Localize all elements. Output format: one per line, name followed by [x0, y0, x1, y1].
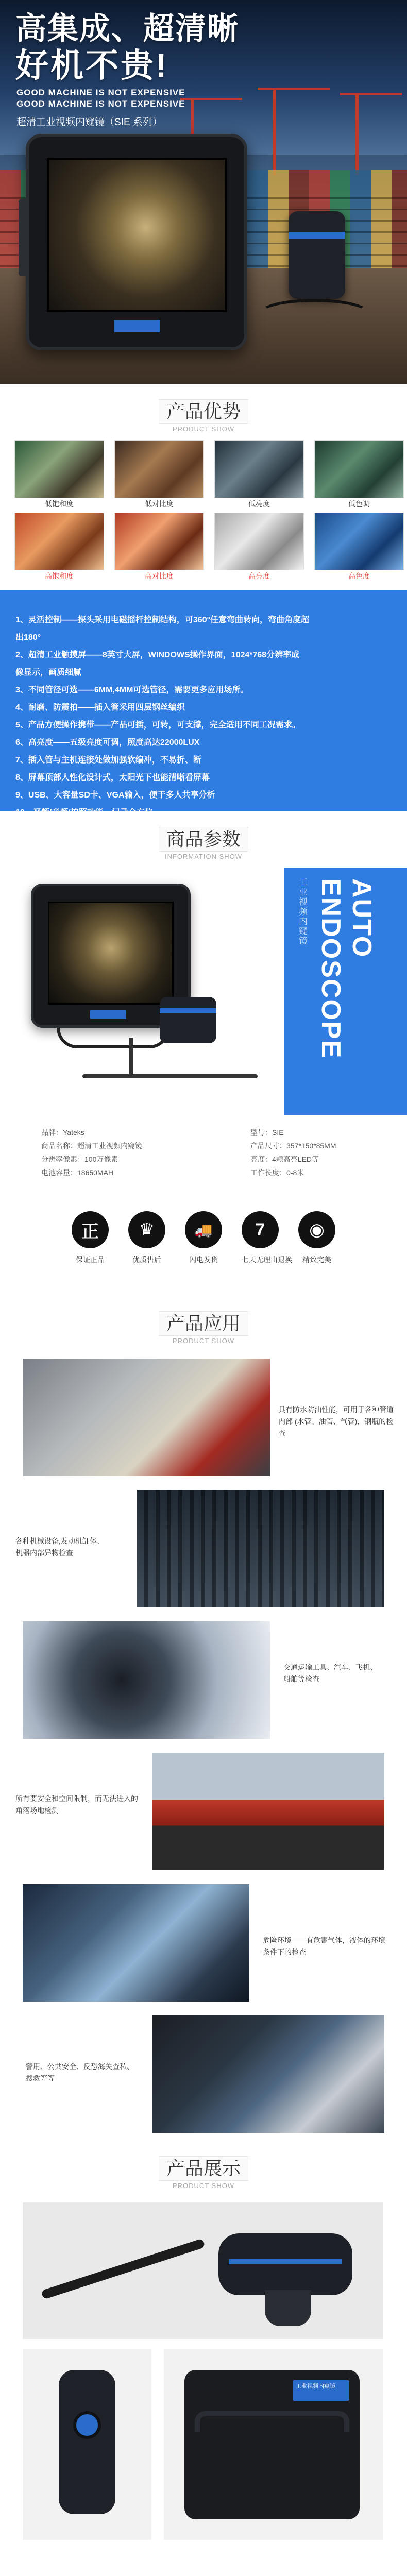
- banner-vertical-en: AUTO ENDOSCOPE: [316, 878, 377, 1059]
- pcb-photo: [14, 440, 104, 498]
- feature-item: 3、不同管径可选——6MM,4MM可选管径，需要更多应用场所。: [15, 686, 249, 694]
- genuine-icon: 正: [72, 1211, 109, 1248]
- application-text: 警用、公共安全、反恐海关查私、搜救等等: [26, 2062, 134, 2082]
- section-header-apps: [0, 1296, 407, 1352]
- spec-key: 分辨率像素：100万像素: [41, 1155, 118, 1163]
- application-list: [0, 1352, 407, 2141]
- contrast-cell: [114, 513, 204, 582]
- service-badge: [72, 1211, 109, 1296]
- police-inspection-photo: [152, 2015, 384, 2133]
- contrast-cell: [214, 513, 304, 582]
- feature-item: 9、USB、大容量SD卡、VGA输入，便于多人共享分析: [15, 791, 215, 800]
- product-showcase: [0, 2202, 407, 2561]
- caption: 低对比度: [145, 500, 174, 508]
- section-title: 商品参数: [159, 827, 248, 852]
- section-header-params: [0, 811, 407, 868]
- feature-item: 7、插入管与主机连接处做加强软编冲，不易折、断: [15, 756, 201, 765]
- section-title: 产品展示: [159, 2156, 248, 2181]
- application-row: [0, 1747, 407, 1878]
- caption: 高色度: [348, 572, 370, 580]
- pcb-photo: [114, 513, 204, 570]
- hero-en-line1: GOOD MACHINE IS NOT EXPENSIVE: [16, 88, 185, 97]
- service-label: 优质售后: [132, 1256, 161, 1264]
- seven-days-icon: 7: [242, 1211, 279, 1248]
- service-label: 精致完美: [302, 1256, 331, 1264]
- caption: 高饱和度: [45, 572, 74, 580]
- application-row: [0, 1484, 407, 1615]
- spec-key: 电池容量：18650MAH: [41, 1168, 114, 1177]
- section-subtitle: PRODUCT SHOW: [172, 1337, 235, 1345]
- application-row: [0, 1878, 407, 2009]
- feature-item: 6、高亮度——五级亮度可调，照度高达22000LUX: [15, 738, 200, 747]
- contrast-cell: [114, 440, 204, 510]
- monitor-screen: [47, 158, 227, 312]
- oil-field-photo: [23, 1359, 270, 1476]
- pcb-photo: [14, 513, 104, 570]
- pcb-photo: [314, 440, 404, 498]
- spec-table: [0, 1115, 407, 1198]
- probe-handle-image: [160, 997, 216, 1043]
- service-badge: [298, 1211, 335, 1296]
- spec-row: [36, 1139, 338, 1153]
- service-label: 闪电发货: [189, 1256, 218, 1264]
- brand-plate: [114, 320, 160, 332]
- contrast-cell: [14, 513, 104, 582]
- service-badge: [242, 1211, 292, 1296]
- feature-item: 2、超清工业触摸屏——8英寸大屏，WINDOWS操作界面，1024*768分辨率成: [15, 651, 300, 659]
- monitor-screen: [48, 902, 174, 1005]
- application-row: [0, 1352, 407, 1484]
- tank-truck-photo: [152, 1753, 384, 1870]
- spec-row: [36, 1126, 338, 1139]
- joystick-icon: [73, 2411, 101, 2439]
- service-label: 七天无理由退换: [242, 1256, 292, 1264]
- section-title: 产品优势: [159, 399, 248, 424]
- feature-item: 10、视频/音频/拍照功能，记录全方位: [15, 808, 153, 817]
- service-badge: [185, 1211, 222, 1296]
- image-contrast-grid: [0, 440, 407, 590]
- application-text: 具有防水防油性能，可用于各种管道内部 (水管、油管、气管)，钢瓶的检查: [278, 1405, 394, 1437]
- section-header-show: [0, 2141, 407, 2197]
- contrast-cell: [314, 513, 404, 582]
- caption: 低饱和度: [45, 500, 74, 508]
- caption: 高对比度: [145, 572, 174, 580]
- service-label: 保证正品: [76, 1256, 105, 1264]
- service-badges: [0, 1198, 407, 1296]
- caption: 低亮度: [248, 500, 270, 508]
- spec-row: [36, 1166, 338, 1179]
- hero-subtitle: 超清工业视频内窥镜（SIE 系列）: [16, 117, 162, 128]
- feature-item: 4、耐磨、防震拍——插入管采用四层钢丝编织: [15, 703, 185, 712]
- application-row: [0, 1615, 407, 1747]
- case-closeup-photo: [164, 2349, 383, 2540]
- hazardous-factory-photo: [23, 1884, 249, 2002]
- application-row: [0, 2009, 407, 2141]
- banner-vertical-cn: 工业视频内窥镜: [297, 877, 307, 946]
- handle-closeup-photo: [23, 2349, 151, 2540]
- endoscope-probe-image: [258, 211, 371, 340]
- section-subtitle: INFORMATION SHOW: [164, 853, 243, 860]
- service-badge: [128, 1211, 165, 1296]
- pipe-tank-photo: [137, 1490, 384, 1607]
- contrast-cell: [14, 440, 104, 510]
- feature-item: 5、产品方便操作携带——产品可插，可转，可支撑，完全适用不同工况需求。: [15, 721, 300, 730]
- spec-key: 型号：SIE: [250, 1128, 284, 1137]
- spec-row: [36, 1153, 338, 1166]
- application-text: 所有要安全和空间限制，而无法进入的角落场地检测: [15, 1794, 138, 1815]
- feature-item: 出180°: [15, 633, 41, 642]
- hero-en-line2: GOOD MACHINE IS NOT EXPENSIVE: [16, 99, 185, 109]
- crown-icon: ♛: [128, 1211, 165, 1248]
- section-title: 产品应用: [159, 1311, 248, 1336]
- pcb-photo: [314, 513, 404, 570]
- params-product-image: [0, 868, 407, 1115]
- jet-engine-photo: [23, 1621, 270, 1739]
- probe-full-photo: [23, 2202, 383, 2339]
- application-text: 交通运输工具、汽车、飞机、船舶等检查: [283, 1663, 377, 1683]
- caption: 高亮度: [248, 572, 270, 580]
- stand: [57, 1028, 170, 1048]
- camera-icon: ◉: [298, 1211, 335, 1248]
- section-header-advantages: [0, 384, 407, 440]
- contrast-cell: [214, 440, 304, 510]
- contrast-cell: [314, 440, 404, 510]
- endoscope-monitor-image: [26, 134, 247, 350]
- feature-item: 8、屏幕顶部人性化设计式，太阳光下也能清晰看屏幕: [15, 773, 210, 782]
- feature-item: 像显示，画质细腻: [15, 668, 82, 677]
- section-subtitle: PRODUCT SHOW: [172, 425, 235, 433]
- spec-key: 工作长度：0-8米: [250, 1168, 304, 1177]
- probe-cable: [82, 1074, 258, 1078]
- feature-list: [0, 590, 407, 817]
- spec-key: 商品名称：超清工业视频内窥镜: [41, 1142, 142, 1150]
- spec-key: 品牌：Yateks: [41, 1128, 84, 1137]
- application-text: 各种机械设备,发动机缸体、机器内部异物检查: [15, 1537, 104, 1557]
- section-subtitle: PRODUCT SHOW: [172, 2182, 235, 2190]
- caption: 低色调: [348, 500, 370, 508]
- feature-item: 1、灵活控制——探头采用电磁摇杆控制结构，可360°任意弯曲转向，弯曲角度超: [15, 616, 309, 624]
- hero-banner: [0, 0, 407, 384]
- params-banner: [284, 868, 407, 1115]
- hero-title-line1: 高集成、超清晰: [15, 11, 239, 46]
- pcb-photo: [114, 440, 204, 498]
- spec-key: 产品尺寸：357*150*85MM,: [250, 1142, 338, 1150]
- application-text: 危险环境——有危害气体，液体的环境条件下的检查: [263, 1936, 385, 1956]
- pcb-photo: [214, 440, 304, 498]
- spec-key: 亮度：4颗高亮LED等: [250, 1155, 319, 1163]
- device-label: 工业视频内窥镜: [293, 2380, 349, 2401]
- hero-title-line2: 好机不贵!: [15, 47, 169, 84]
- pcb-photo: [214, 513, 304, 570]
- truck-icon: 🚚: [185, 1211, 222, 1248]
